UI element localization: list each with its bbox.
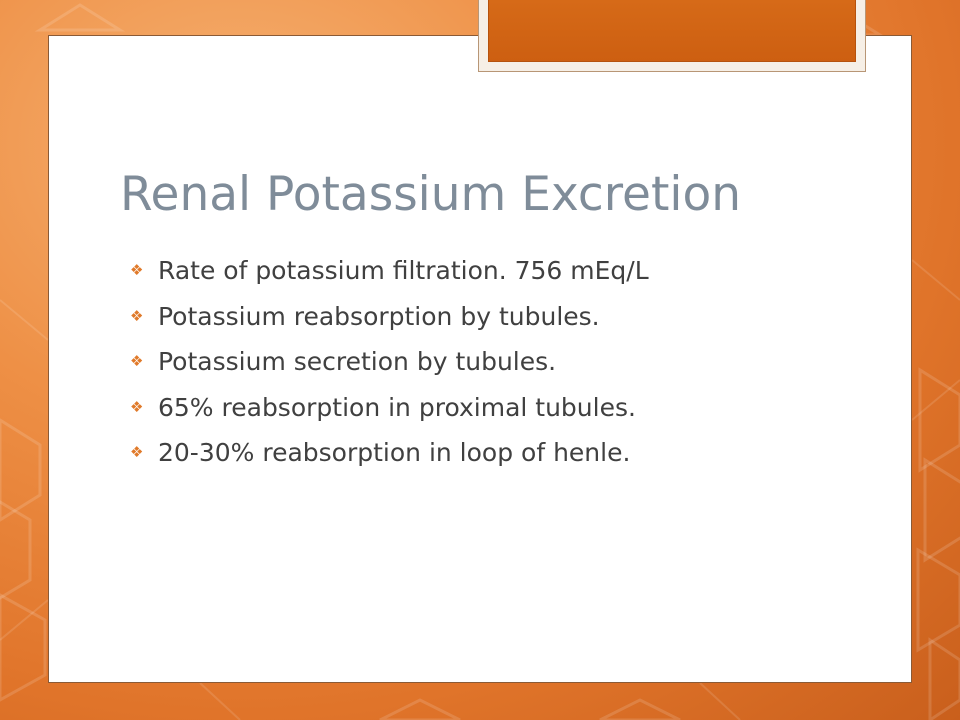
bullet-text: 20-30% reabsorption in loop of henle. bbox=[158, 438, 631, 468]
slide-title: Renal Potassium Excretion bbox=[120, 167, 742, 222]
diamond-arrow-icon: ❖ bbox=[130, 443, 144, 462]
diamond-arrow-icon: ❖ bbox=[130, 352, 144, 371]
bullet-item bbox=[130, 430, 870, 476]
bullet-text: Potassium secretion by tubules. bbox=[158, 347, 557, 377]
bullet-list bbox=[130, 248, 870, 476]
bullet-text: Rate of potassium filtration. 756 mEq/L bbox=[158, 256, 649, 286]
decorative-orange-tab bbox=[488, 0, 856, 62]
bullet-item bbox=[130, 339, 870, 385]
bullet-item bbox=[130, 248, 870, 294]
diamond-arrow-icon: ❖ bbox=[130, 397, 144, 416]
bullet-item bbox=[130, 294, 870, 340]
diamond-arrow-icon: ❖ bbox=[130, 306, 144, 325]
bullet-text: 65% reabsorption in proximal tubules. bbox=[158, 392, 636, 422]
diamond-arrow-icon: ❖ bbox=[130, 261, 144, 280]
bullet-text: Potassium reabsorption by tubules. bbox=[158, 301, 600, 331]
bullet-item bbox=[130, 385, 870, 431]
